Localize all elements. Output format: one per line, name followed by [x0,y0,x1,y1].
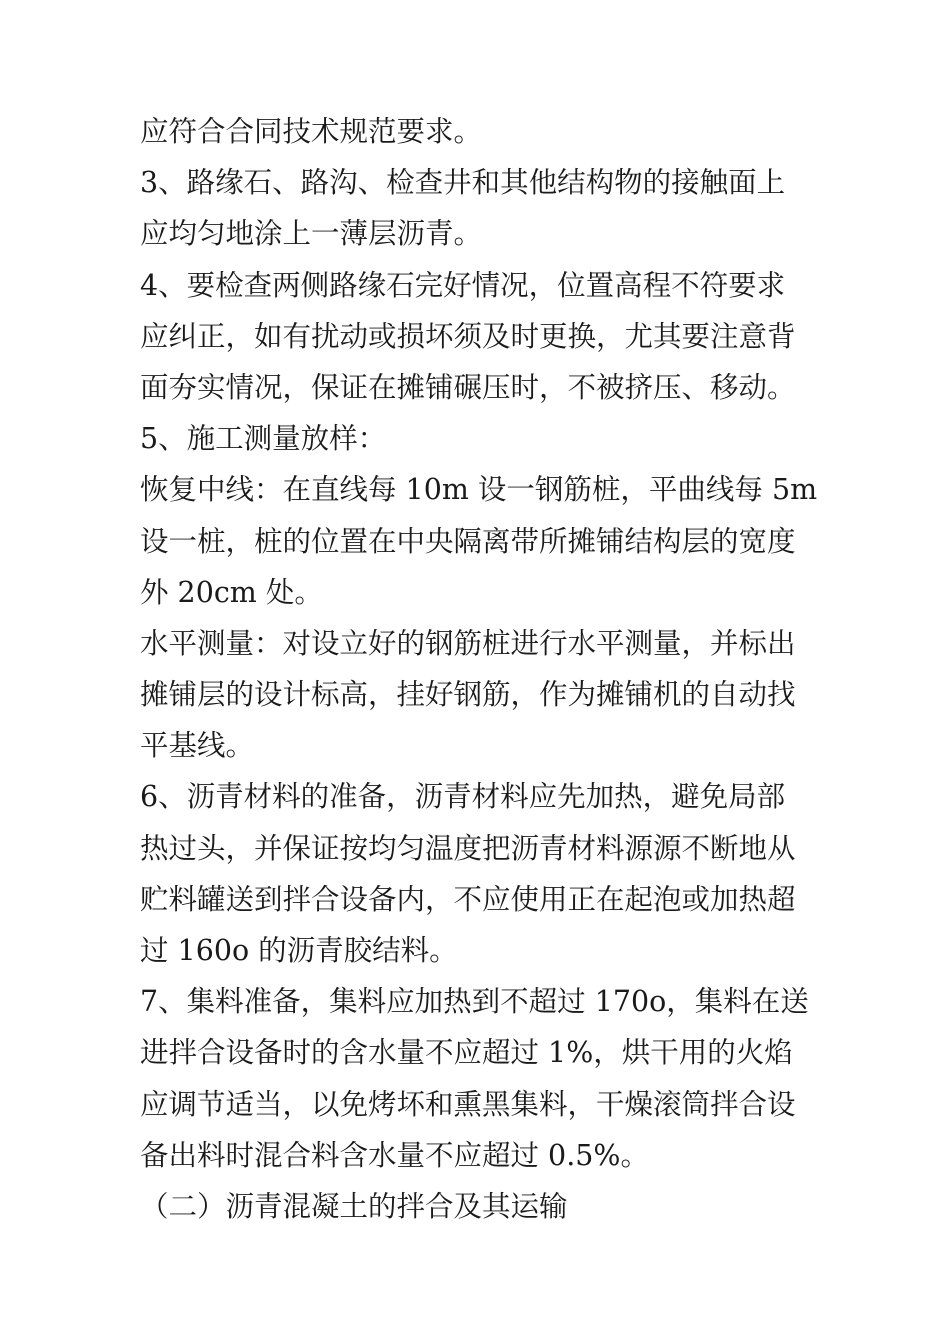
text-line: 热过头，并保证按均匀温度把沥青材料源源不断地从 [140,831,796,865]
text-line: 应调节适当，以免烤坏和熏黑集料，干燥滚筒拌合设 [140,1087,796,1121]
text-line: 平基线。 [140,729,255,763]
text-line: 应均匀地涂上一薄层沥青。 [140,217,483,251]
document-body [140,106,820,1232]
text-line: 进拌合设备时的含水量不应超过 1%，烘干用的火焰 [140,1036,793,1070]
text-line: 摊铺层的设计标高，挂好钢筋，作为摊铺机的自动找 [140,678,796,712]
text-line: 过 160o 的沥青胶结料。 [140,934,458,967]
text-line: 外 20cm 处。 [140,575,323,609]
text-line: 贮料罐送到拌合设备内，不应使用正在起泡或加热超 [140,882,796,916]
text-line: 7、集料准备，集料应加热到不超过 170o，集料在送 [140,985,809,1019]
text-line: 面夯实情况，保证在摊铺碾压时，不被挤压、移动。 [140,370,796,404]
text-line: 应符合合同技术规范要求。 [140,115,483,148]
text-line: 恢复中线：在直线每 10m 设一钢筋桩，平曲线每 5m [140,473,818,507]
text-line: 水平测量：对设立好的钢筋桩进行水平测量，并标出 [140,626,796,660]
text-line: 4、要检查两侧路缘石完好情况，位置高程不符要求 [140,268,786,302]
section-heading: （二）沥青混凝土的拌合及其运输 [140,1189,568,1223]
text-line: 备出料时混合料含水量不应超过 0.5%。 [140,1138,649,1172]
text-line: 3、路缘石、路沟、检查井和其他结构物的接触面上 [140,166,786,200]
text-line: 设一桩，桩的位置在中央隔离带所摊铺结构层的宽度 [140,524,796,558]
text-line: 应纠正，如有扰动或损坏须及时更换，尤其要注意背 [140,319,796,353]
text-line: 6、沥青材料的准备，沥青材料应先加热，避免局部 [140,780,786,814]
text-line: 5、施工测量放样： [140,422,387,456]
